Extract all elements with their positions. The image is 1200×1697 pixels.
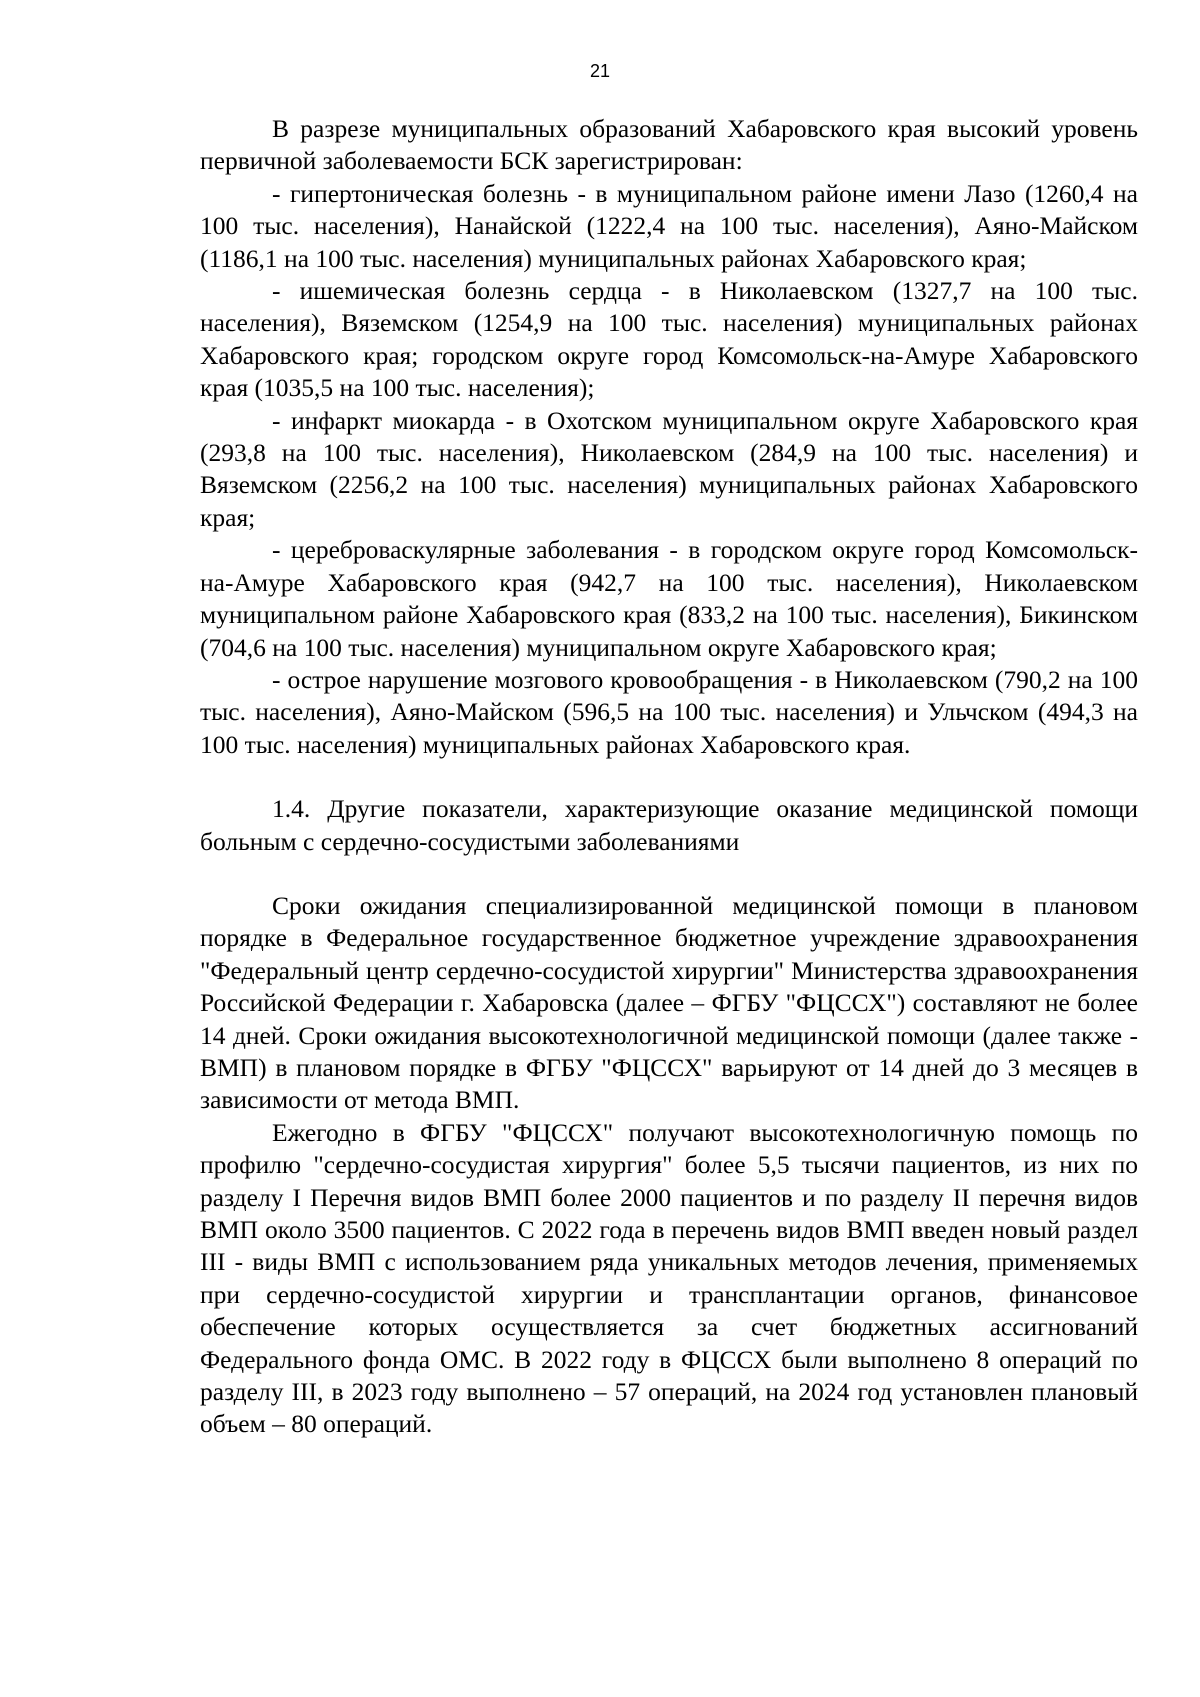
page-number: 21 xyxy=(589,61,611,81)
list-item-hypertension: - гипертоническая болезнь - в муниципальном районе имени Лазо (1260,4 на 100 тыс. населения), Нанайской (1222,4 на 100 тыс. населения), Аяно-Майском (1186,1 на 100 тыс. населения) муниципальных районах Хабаровского края; xyxy=(200,178,1138,273)
list-item-cerebrovascular-diseases: - цереброваскулярные заболевания - в городском округе город Комсомольск-на-Амуре Хабаровского края (942,7 на 100 тыс. населения), Николаевском муниципальном районе Хабаровского края (833,2 на 100 тыс. населения), Бикинском (704,6 на 100 тыс. населения) муниципальном округе Хабаровского края; xyxy=(200,535,1138,662)
list-item-ischemic-heart-disease: - ишемическая болезнь сердца - в Николаевском (1327,7 на 100 тыс. населения), Вяземском (1254,9 на 100 тыс. населения) муниципальных районах Хабаровского края; городском округе город Комсомольск-на-Амуре Хабаровского края (1035,5 на 100 тыс. населения); xyxy=(200,276,1138,403)
list-item-myocardial-infarction: - инфаркт миокарда - в Охотском муниципальном округе Хабаровского края (293,8 на 100 тыс. населения), Николаевском (284,9 на 100 тыс. населения) и Вяземском (2256,2 на 100 тыс. населения) муниципальных районах Хабаровского края; xyxy=(200,405,1138,532)
list-item-stroke: - острое нарушение мозгового кровообращения - в Николаевском (790,2 на 100 тыс. населения), Аяно-Майском (596,5 на 100 тыс. населения) и Ульчском (494,3 на 100 тыс. населения) муниципальных районах Хабаровского края. xyxy=(200,664,1138,759)
document-body xyxy=(200,113,1138,1441)
section-intro-paragraph: В разрезе муниципальных образований Хабаровского края высокий уровень первичной заболеваемости БСК зарегистрирован: xyxy=(200,114,1138,176)
section-heading: 1.4. Другие показатели, характеризующие оказание медицинской помощи больным с сердечно-сосудистыми заболеваниями xyxy=(200,794,1138,856)
body-paragraph-annual-patients: Ежегодно в ФГБУ "ФЦССХ" получают высокотехнологичную помощь по профилю "сердечно-сосудистая хирургия" более 5,5 тысячи пациентов, из них по разделу I Перечня видов ВМП более 2000 пациентов и по разделу II перечня видов ВМП около 3500 пациентов. С 2022 года в перечень видов ВМП введен новый раздел III - виды ВМП с использованием ряда уникальных методов лечения, применяемых при сердечно-сосудистой хирургии и трансплантации органов, финансовое обеспечение которых осуществляется за счет бюджетных ассигнований Федерального фонда ОМС. В 2022 году в ФЦССХ были выполнено 8 операций по разделу III, в 2023 году выполнено – 57 операций, на 2024 год установлен плановый объем – 80 операций. xyxy=(200,1117,1138,1439)
body-paragraph-waiting-times: Сроки ожидания специализированной медицинской помощи в плановом порядке в Федеральное государственное бюджетное учреждение здравоохранения "Федеральный центр сердечно-сосудистой хирургии" Министерства здравоохранения Российской Федерации г. Хабаровска (далее – ФГБУ "ФЦССХ") составляют не более 14 дней. Сроки ожидания высокотехнологичной медицинской помощи (далее также - ВМП) в плановом порядке в ФГБУ "ФЦССХ" варьируют от 14 дней до 3 месяцев в зависимости от метода ВМП. xyxy=(200,890,1138,1115)
